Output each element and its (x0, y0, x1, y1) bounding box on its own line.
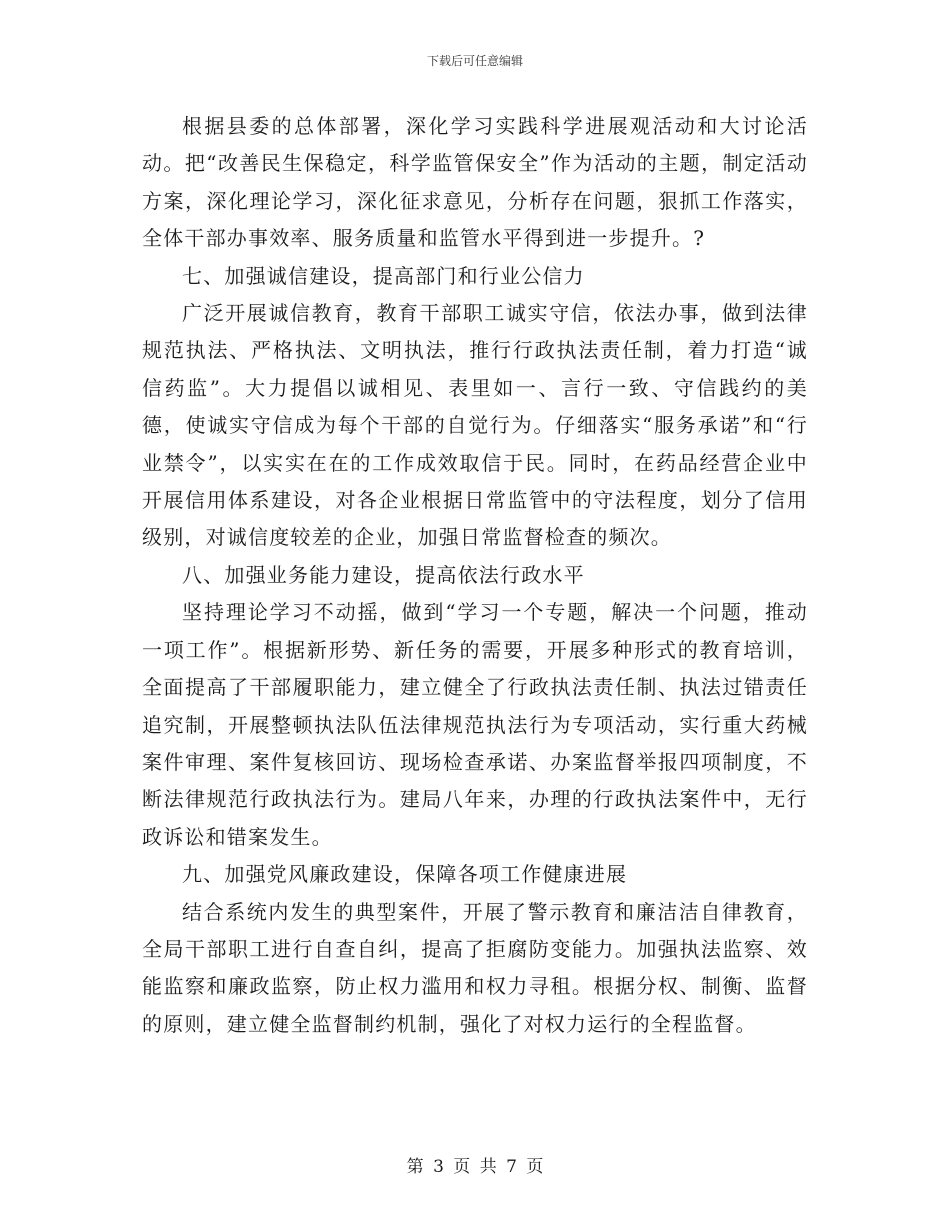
section-heading-8: 八、加强业务能力建设，提高依法行政水平 (182, 562, 585, 587)
section-heading-7: 七、加强诚信建设，提高部门和行业公信力 (182, 263, 585, 288)
paragraph-body: 广泛开展诚信教育，教育干部职工诚实守信，依法办事，做到法律规范执法、严格执法、文明执法，推行行政执法责任制，着力打造“诚信药监”。大力提倡以诚相见、表里如一、言行一致、守信践约的美德，使诚实守信成为每个干部的自觉行为。仔细落实“服务承诺”和“行业禁令”，以实实在在的工作成效取信于民。同时，在药品经营企业中开展信用体系建设，对各企业根据日常监管中的守法程度，划分了信用级别，对诚信度较差的企业，加强日常监督检查的频次。 (142, 301, 808, 550)
paragraph-body: 结合系统内发生的典型案件，开展了警示教育和廉洁洁自律教育，全局干部职工进行自查自纠，提高了拒腐防变能力。加强执法监察、效能监察和廉政监察，防止权力滥用和权力寻租。根据分权、制衡、监督的原则，建立健全监督制约机制，强化了对权力运行的全程监督。 (142, 899, 808, 1036)
page-number-footer: 第 3 页 共 7 页 (406, 1157, 544, 1177)
document-body (142, 108, 808, 1043)
paragraph-body: 坚持理论学习不动摇，做到“学习一个专题，解决一个问题，推动一项工作”。根据新形势、新任务的需要，开展多种形式的教育培训，全面提高了干部履职能力，建立健全了行政执法责任制、执法过错责任追究制，开展整顿执法队伍法律规范执法行为专项活动，实行重大药械案件审理、案件复核回访、现场检查承诺、办案监督举报四项制度，不断法律规范行政执法行为。建局八年来，办理的行政执法案件中，无行政诉讼和错案发生。 (142, 600, 808, 849)
section-heading-9: 九、加强党风廉政建设，保障各项工作健康进展 (182, 862, 628, 887)
paragraph-body: 根据县委的总体部署，深化学习实践科学进展观活动和大讨论活动。把“改善民生保稳定，科学监管保安全”作为活动的主题，制定活动方案，深化理论学习，深化征求意见，分析存在问题，狠抓工作落实，全体干部办事效率、服务质量和监管水平得到进一步提升。? (142, 114, 808, 251)
page-header: 下载后可任意编辑 (426, 54, 523, 68)
